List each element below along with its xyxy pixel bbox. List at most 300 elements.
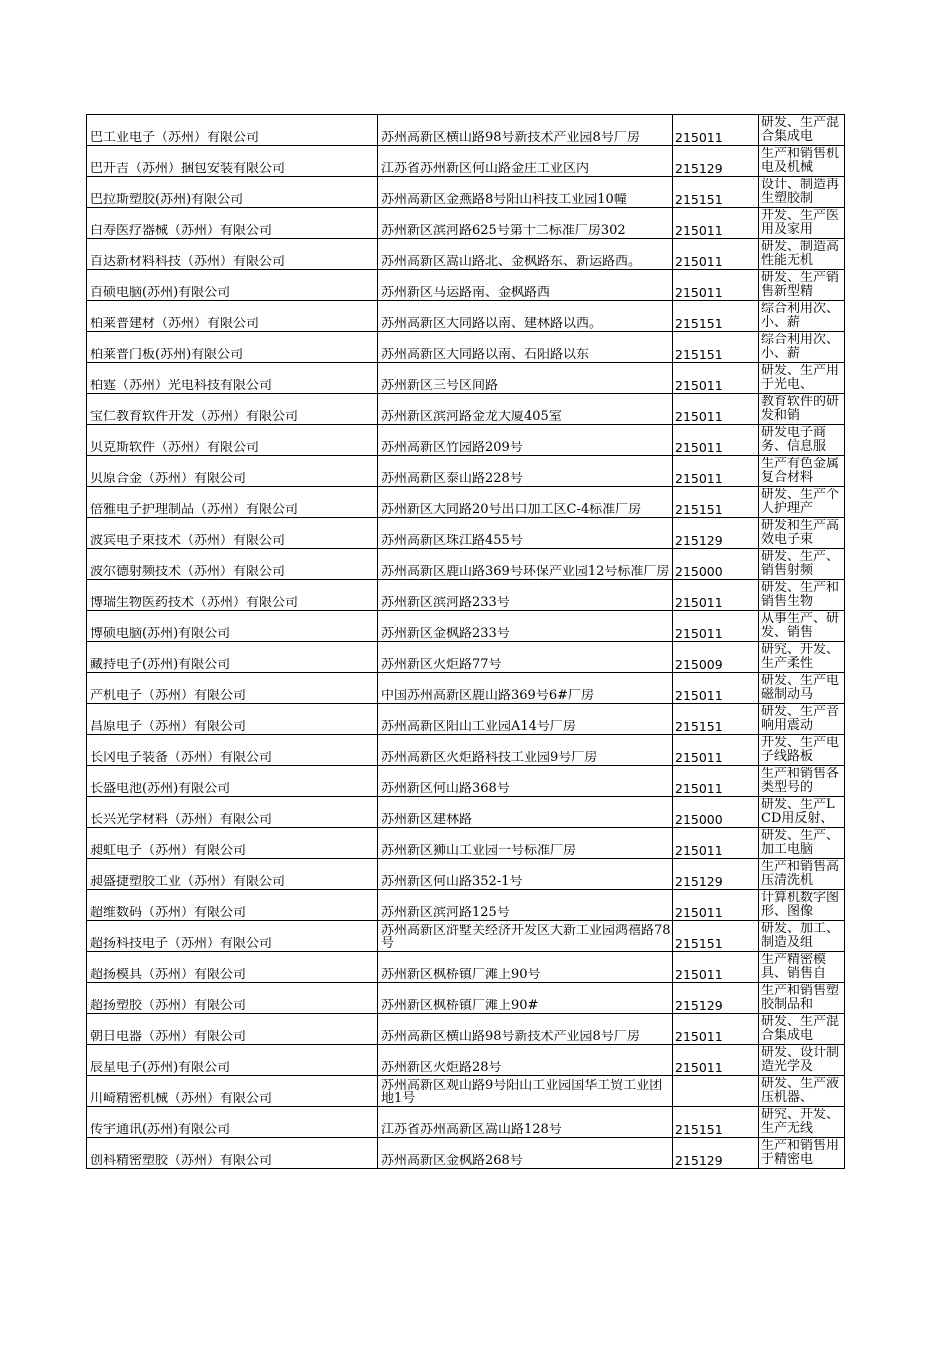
company-name-cell[interactable] xyxy=(87,797,378,828)
table-row xyxy=(87,673,845,704)
postal-code-text: 215009 xyxy=(675,658,723,672)
postal-code-text: 215151 xyxy=(675,937,723,951)
business-scope-cell[interactable] xyxy=(759,704,845,735)
postal-code-text: 215151 xyxy=(675,720,723,734)
postal-code-cell[interactable] xyxy=(673,890,759,921)
postal-code-text: 215151 xyxy=(675,348,723,362)
business-scope-text: 研发、加工、制造及组 xyxy=(761,922,840,950)
postal-code-text: 215011 xyxy=(675,410,723,424)
company-name-text: 倍雅电子护理制品（苏州）有限公司 xyxy=(90,503,299,517)
business-scope-cell[interactable] xyxy=(759,208,845,239)
company-name-cell[interactable] xyxy=(87,301,378,332)
address-text: 苏州高新区嵩山路北、金枫路东、新运路西。 xyxy=(381,255,642,269)
postal-code-text: 215011 xyxy=(675,782,723,796)
business-scope-cell[interactable] xyxy=(759,177,845,208)
postal-code-cell[interactable] xyxy=(673,394,759,425)
table-row xyxy=(87,859,845,890)
company-name-text: 博瑞生物医药技术（苏州）有限公司 xyxy=(90,596,299,610)
address-text: 苏州高新区横山路98号新技术产业园8号厂房 xyxy=(381,131,640,145)
table-row xyxy=(87,921,845,952)
company-name-text: 百达新材料科技（苏州）有限公司 xyxy=(90,255,286,269)
postal-code-text: 215129 xyxy=(675,534,723,548)
business-scope-text: 从事生产、研发、销售 xyxy=(761,612,840,640)
address-text: 苏州高新区鹿山路369号环保产业园12号标准厂房 xyxy=(381,565,670,579)
postal-code-cell[interactable] xyxy=(673,952,759,983)
table-row xyxy=(87,1076,845,1107)
postal-code-text: 215000 xyxy=(675,813,723,827)
company-name-cell[interactable] xyxy=(87,1076,378,1107)
company-name-cell[interactable] xyxy=(87,332,378,363)
company-name-text: 长盛电池(苏州)有限公司 xyxy=(90,782,231,796)
table-row xyxy=(87,332,845,363)
company-name-cell[interactable] xyxy=(87,115,378,146)
business-scope-cell[interactable] xyxy=(759,952,845,983)
postal-code-text: 215151 xyxy=(675,317,723,331)
company-name-cell[interactable] xyxy=(87,921,378,952)
company-name-text: 巴开吉（苏州）捆包安装有限公司 xyxy=(90,162,286,176)
address-cell[interactable] xyxy=(378,1107,673,1138)
address-text: 苏州高新区金燕路8号阳山科技工业园10幢 xyxy=(381,193,627,207)
company-name-cell[interactable] xyxy=(87,611,378,642)
business-scope-text: 教育软件的研发和销 xyxy=(761,395,840,423)
address-text: 苏州高新区火炬路科技工业园9号厂房 xyxy=(381,751,598,765)
business-scope-cell[interactable] xyxy=(759,1045,845,1076)
company-name-cell[interactable] xyxy=(87,1045,378,1076)
table-row xyxy=(87,115,845,146)
table-row xyxy=(87,766,845,797)
company-name-cell[interactable] xyxy=(87,177,378,208)
business-scope-cell[interactable] xyxy=(759,363,845,394)
address-cell[interactable] xyxy=(378,518,673,549)
postal-code-text: 215011 xyxy=(675,441,723,455)
address-cell[interactable] xyxy=(378,332,673,363)
business-scope-cell[interactable] xyxy=(759,456,845,487)
company-name-text: 昶盛捷塑胶工业（苏州）有限公司 xyxy=(90,875,286,889)
postal-code-cell[interactable] xyxy=(673,146,759,177)
business-scope-cell[interactable] xyxy=(759,549,845,580)
table-row xyxy=(87,177,845,208)
company-name-cell[interactable] xyxy=(87,425,378,456)
postal-code-cell[interactable] xyxy=(673,1107,759,1138)
table-row xyxy=(87,735,845,766)
address-cell[interactable] xyxy=(378,611,673,642)
table-row xyxy=(87,270,845,301)
company-name-cell[interactable] xyxy=(87,208,378,239)
table-row xyxy=(87,363,845,394)
address-cell[interactable] xyxy=(378,239,673,270)
company-name-text: 超扬模具（苏州）有限公司 xyxy=(90,968,247,982)
address-text: 苏州新区金枫路233号 xyxy=(381,627,510,641)
company-name-cell[interactable] xyxy=(87,270,378,301)
address-cell[interactable] xyxy=(378,425,673,456)
company-name-cell[interactable] xyxy=(87,1107,378,1138)
business-scope-cell[interactable] xyxy=(759,797,845,828)
company-name-text: 超维数码（苏州）有限公司 xyxy=(90,906,247,920)
address-cell[interactable] xyxy=(378,828,673,859)
postal-code-cell[interactable] xyxy=(673,766,759,797)
address-text: 苏州新区狮山工业园一号标准厂房 xyxy=(381,844,577,858)
table-row xyxy=(87,580,845,611)
address-text: 苏州新区大同路20号出口加工区C-4标准厂房 xyxy=(381,503,642,517)
business-scope-cell[interactable] xyxy=(759,301,845,332)
business-scope-text: 研究、开发、生产无线 xyxy=(761,1108,840,1136)
business-scope-cell[interactable] xyxy=(759,270,845,301)
business-scope-cell[interactable] xyxy=(759,425,845,456)
business-scope-cell[interactable] xyxy=(759,332,845,363)
business-scope-cell[interactable] xyxy=(759,859,845,890)
address-cell[interactable] xyxy=(378,363,673,394)
company-name-cell[interactable] xyxy=(87,239,378,270)
address-cell[interactable] xyxy=(378,549,673,580)
table-row xyxy=(87,239,845,270)
address-cell[interactable] xyxy=(378,580,673,611)
postal-code-cell[interactable] xyxy=(673,1138,759,1169)
company-name-text: 柏霆（苏州）光电科技有限公司 xyxy=(90,379,273,393)
company-name-text: 博硕电脑(苏州)有限公司 xyxy=(90,627,231,641)
company-name-cell[interactable] xyxy=(87,580,378,611)
address-text: 苏州新区火炬路77号 xyxy=(381,658,502,672)
table-row xyxy=(87,642,845,673)
table-row xyxy=(87,301,845,332)
postal-code-cell[interactable] xyxy=(673,642,759,673)
postal-code-cell[interactable] xyxy=(673,859,759,890)
postal-code-text: 215129 xyxy=(675,999,723,1013)
address-cell[interactable] xyxy=(378,1076,673,1107)
table-row xyxy=(87,1045,845,1076)
address-cell[interactable] xyxy=(378,983,673,1014)
company-name-cell[interactable] xyxy=(87,890,378,921)
address-text: 苏州高新区阳山工业园A14号厂房 xyxy=(381,720,576,734)
address-cell[interactable] xyxy=(378,921,673,952)
address-text: 苏州新区建林路 xyxy=(381,813,473,827)
business-scope-text: 研发、生产用于光电、 xyxy=(761,364,840,392)
address-cell[interactable] xyxy=(378,952,673,983)
business-scope-text: 研发、生产电磁制动马 xyxy=(761,674,840,702)
postal-code-cell[interactable] xyxy=(673,301,759,332)
company-name-cell[interactable] xyxy=(87,735,378,766)
business-scope-cell[interactable] xyxy=(759,518,845,549)
business-scope-cell[interactable] xyxy=(759,983,845,1014)
postal-code-text: 215011 xyxy=(675,224,723,238)
postal-code-cell[interactable] xyxy=(673,1076,759,1107)
business-scope-cell[interactable] xyxy=(759,1107,845,1138)
company-name-text: 产机电子（苏州）有限公司 xyxy=(90,689,247,703)
company-name-text: 昶虹电子（苏州）有限公司 xyxy=(90,844,247,858)
company-name-text: 辰星电子(苏州)有限公司 xyxy=(90,1061,231,1075)
postal-code-cell[interactable] xyxy=(673,456,759,487)
business-scope-text: 开发、生产电子线路板 xyxy=(761,736,840,764)
table-row xyxy=(87,828,845,859)
postal-code-text: 215011 xyxy=(675,1061,723,1075)
business-scope-text: 综合利用次、小、薪 xyxy=(761,302,840,330)
business-scope-cell[interactable] xyxy=(759,673,845,704)
postal-code-cell[interactable] xyxy=(673,208,759,239)
company-name-cell[interactable] xyxy=(87,704,378,735)
business-scope-text: 研发、生产液压机器、 xyxy=(761,1077,840,1105)
postal-code-text: 215011 xyxy=(675,255,723,269)
company-name-cell[interactable] xyxy=(87,859,378,890)
address-text: 苏州高新区横山路98号新技术产业园8号厂房 xyxy=(381,1030,640,1044)
business-scope-text: 研发、生产混合集成电 xyxy=(761,116,840,144)
company-name-cell[interactable] xyxy=(87,363,378,394)
business-scope-text: 研究、开发、生产柔性 xyxy=(761,643,840,671)
postal-code-cell[interactable] xyxy=(673,828,759,859)
table-row xyxy=(87,983,845,1014)
company-name-cell[interactable] xyxy=(87,1014,378,1045)
address-cell[interactable] xyxy=(378,146,673,177)
table-row xyxy=(87,611,845,642)
postal-code-text: 215011 xyxy=(675,1030,723,1044)
business-scope-text: 研发、设计制造光学及 xyxy=(761,1046,840,1074)
business-scope-cell[interactable] xyxy=(759,735,845,766)
company-name-text: 贝原合金（苏州）有限公司 xyxy=(90,472,247,486)
table-row xyxy=(87,797,845,828)
address-text: 苏州高新区珠江路455号 xyxy=(381,534,523,548)
postal-code-text: 215011 xyxy=(675,751,723,765)
postal-code-cell[interactable] xyxy=(673,425,759,456)
company-name-cell[interactable] xyxy=(87,673,378,704)
address-cell[interactable] xyxy=(378,1138,673,1169)
postal-code-cell[interactable] xyxy=(673,363,759,394)
company-name-cell[interactable] xyxy=(87,487,378,518)
postal-code-cell[interactable] xyxy=(673,704,759,735)
table-row xyxy=(87,394,845,425)
table-row xyxy=(87,1107,845,1138)
business-scope-text: 研发、生产和销售生物 xyxy=(761,581,840,609)
business-scope-text: 研发、生产LCD用反射、 xyxy=(761,798,835,826)
business-scope-text: 生产和销售塑胶制品和 xyxy=(761,984,840,1012)
address-cell[interactable] xyxy=(378,1045,673,1076)
business-scope-text: 研发、生产音响用震动 xyxy=(761,705,840,733)
postal-code-text: 215129 xyxy=(675,1154,723,1168)
table-row xyxy=(87,208,845,239)
postal-code-cell[interactable] xyxy=(673,487,759,518)
postal-code-text: 215011 xyxy=(675,596,723,610)
postal-code-text: 215011 xyxy=(675,379,723,393)
address-text: 苏州新区何山路352-1号 xyxy=(381,875,523,889)
company-name-cell[interactable] xyxy=(87,766,378,797)
address-cell[interactable] xyxy=(378,177,673,208)
business-scope-text: 研发、制造高性能无机 xyxy=(761,240,840,268)
postal-code-cell[interactable] xyxy=(673,1014,759,1045)
address-cell[interactable] xyxy=(378,456,673,487)
table-row xyxy=(87,704,845,735)
postal-code-cell[interactable] xyxy=(673,549,759,580)
company-name-text: 超扬塑胶（苏州）有限公司 xyxy=(90,999,247,1013)
table-body xyxy=(87,115,845,1169)
company-name-text: 柏莱普门板(苏州)有限公司 xyxy=(90,348,244,362)
business-scope-text: 设计、制造再生塑胶制 xyxy=(761,178,840,206)
postal-code-cell[interactable] xyxy=(673,983,759,1014)
postal-code-cell[interactable] xyxy=(673,673,759,704)
address-text: 苏州新区马运路南、金枫路西 xyxy=(381,286,551,300)
address-text: 苏州高新区金枫路268号 xyxy=(381,1154,523,1168)
address-cell[interactable] xyxy=(378,487,673,518)
postal-code-cell[interactable] xyxy=(673,735,759,766)
company-name-text: 创科精密塑胶（苏州）有限公司 xyxy=(90,1154,273,1168)
business-scope-cell[interactable] xyxy=(759,828,845,859)
postal-code-cell[interactable] xyxy=(673,270,759,301)
address-cell[interactable] xyxy=(378,797,673,828)
business-scope-cell[interactable] xyxy=(759,580,845,611)
business-scope-cell[interactable] xyxy=(759,890,845,921)
company-name-cell[interactable] xyxy=(87,518,378,549)
postal-code-text: 215151 xyxy=(675,193,723,207)
table-row xyxy=(87,549,845,580)
address-cell[interactable] xyxy=(378,735,673,766)
postal-code-text: 215011 xyxy=(675,627,723,641)
business-scope-text: 生产和销售机电及机械 xyxy=(761,147,840,175)
postal-code-text: 215000 xyxy=(675,565,723,579)
address-cell[interactable] xyxy=(378,859,673,890)
address-cell[interactable] xyxy=(378,270,673,301)
company-name-text: 昌原电子（苏州）有限公司 xyxy=(90,720,247,734)
postal-code-cell[interactable] xyxy=(673,332,759,363)
business-scope-cell[interactable] xyxy=(759,146,845,177)
business-scope-text: 研发、生产、加工电脑 xyxy=(761,829,840,857)
company-name-cell[interactable] xyxy=(87,983,378,1014)
table-row xyxy=(87,146,845,177)
business-scope-text: 研发、生产混合集成电 xyxy=(761,1015,840,1043)
business-scope-text: 生产和销售高压清洗机 xyxy=(761,860,840,888)
company-name-text: 白寿医疗器械（苏州）有限公司 xyxy=(90,224,273,238)
table-row xyxy=(87,1138,845,1169)
address-text: 中国苏州高新区鹿山路369号6#厂房 xyxy=(381,689,594,703)
postal-code-cell[interactable] xyxy=(673,611,759,642)
address-text: 苏州新区何山路368号 xyxy=(381,782,510,796)
business-scope-cell[interactable] xyxy=(759,611,845,642)
business-scope-cell[interactable] xyxy=(759,1076,845,1107)
address-cell[interactable] xyxy=(378,673,673,704)
business-scope-text: 研发电子商务、信息服 xyxy=(761,426,827,454)
company-name-cell[interactable] xyxy=(87,549,378,580)
business-scope-cell[interactable] xyxy=(759,239,845,270)
address-text: 江苏省苏州高新区嵩山路128号 xyxy=(381,1123,562,1137)
address-text: 苏州高新区泰山路228号 xyxy=(381,472,523,486)
business-scope-text: 开发、生产医用及家用 xyxy=(761,209,840,237)
company-name-text: 传宇通讯(苏州)有限公司 xyxy=(90,1123,231,1137)
company-name-text: 巴工业电子（苏州）有限公司 xyxy=(90,131,260,145)
address-cell[interactable] xyxy=(378,704,673,735)
address-text: 苏州新区枫桥镇厂滩上90号 xyxy=(381,968,541,982)
company-name-cell[interactable] xyxy=(87,828,378,859)
business-scope-text: 综合利用次、小、薪 xyxy=(761,333,840,361)
address-cell[interactable] xyxy=(378,301,673,332)
business-scope-text: 生产和销售各类型号的 xyxy=(761,767,840,795)
company-name-text: 巴拉斯塑胶(苏州)有限公司 xyxy=(90,193,244,207)
postal-code-text: 215011 xyxy=(675,472,723,486)
postal-code-text: 215151 xyxy=(675,503,723,517)
company-table xyxy=(86,114,845,1169)
business-scope-text: 生产精密模具、销售自 xyxy=(761,953,827,981)
postal-code-cell[interactable] xyxy=(673,921,759,952)
table-row xyxy=(87,487,845,518)
business-scope-cell[interactable] xyxy=(759,1014,845,1045)
postal-code-text: 215129 xyxy=(675,162,723,176)
business-scope-cell[interactable] xyxy=(759,115,845,146)
company-name-text: 超扬科技电子（苏州）有限公司 xyxy=(90,937,273,951)
address-text: 苏州新区滨河路金龙大厦405室 xyxy=(381,410,562,424)
address-cell[interactable] xyxy=(378,642,673,673)
table-row xyxy=(87,952,845,983)
business-scope-text: 计算机数字图形、图像 xyxy=(761,891,840,919)
company-name-text: 贝克斯软件（苏州）有限公司 xyxy=(90,441,260,455)
business-scope-cell[interactable] xyxy=(759,1138,845,1169)
address-cell[interactable] xyxy=(378,1014,673,1045)
company-name-cell[interactable] xyxy=(87,952,378,983)
postal-code-text: 215011 xyxy=(675,131,723,145)
company-name-text: 长冈电子装备（苏州）有限公司 xyxy=(90,751,273,765)
postal-code-cell[interactable] xyxy=(673,177,759,208)
postal-code-cell[interactable] xyxy=(673,115,759,146)
company-name-text: 波尔德射频技术（苏州）有限公司 xyxy=(90,565,286,579)
business-scope-cell[interactable] xyxy=(759,642,845,673)
address-cell[interactable] xyxy=(378,394,673,425)
table-row xyxy=(87,518,845,549)
address-text: 江苏省苏州新区何山路金庄工业区内 xyxy=(381,162,590,176)
address-text: 苏州高新区观山路9号阳山工业园国华工贸工业团地1号 xyxy=(381,1079,663,1106)
business-scope-text: 研发、生产、销售射频 xyxy=(761,550,840,578)
company-name-text: 朝日电器（苏州）有限公司 xyxy=(90,1030,247,1044)
address-text: 苏州新区三号区间路 xyxy=(381,379,499,393)
business-scope-cell[interactable] xyxy=(759,487,845,518)
postal-code-text: 215151 xyxy=(675,1123,723,1137)
business-scope-text: 生产有色金属复合材料 xyxy=(761,457,840,485)
business-scope-cell[interactable] xyxy=(759,766,845,797)
business-scope-text: 研发和生产高效电子束 xyxy=(761,519,840,547)
address-cell[interactable] xyxy=(378,890,673,921)
postal-code-text: 215011 xyxy=(675,906,723,920)
company-name-cell[interactable] xyxy=(87,146,378,177)
postal-code-cell[interactable] xyxy=(673,239,759,270)
business-scope-cell[interactable] xyxy=(759,394,845,425)
table-row xyxy=(87,456,845,487)
company-name-text: 藏持电子(苏州)有限公司 xyxy=(90,658,231,672)
company-name-text: 柏莱普建材（苏州）有限公司 xyxy=(90,317,260,331)
postal-code-cell[interactable] xyxy=(673,580,759,611)
company-name-text: 宝仁教育软件开发（苏州）有限公司 xyxy=(90,410,299,424)
address-cell[interactable] xyxy=(378,115,673,146)
company-name-cell[interactable] xyxy=(87,394,378,425)
address-text: 苏州高新区竹园路209号 xyxy=(381,441,523,455)
postal-code-cell[interactable] xyxy=(673,518,759,549)
postal-code-text: 215011 xyxy=(675,286,723,300)
business-scope-cell[interactable] xyxy=(759,921,845,952)
business-scope-text: 生产和销售用于精密电 xyxy=(761,1139,840,1167)
company-name-cell[interactable] xyxy=(87,1138,378,1169)
company-name-text: 川崎精密机械（苏州）有限公司 xyxy=(90,1092,273,1106)
postal-code-text: 215011 xyxy=(675,689,723,703)
address-text: 苏州高新区大同路以南、建林路以西。 xyxy=(381,317,603,331)
address-cell[interactable] xyxy=(378,766,673,797)
table-row xyxy=(87,1014,845,1045)
postal-code-text: 215129 xyxy=(675,875,723,889)
postal-code-cell[interactable] xyxy=(673,1045,759,1076)
company-name-text: 长兴光学材料（苏州）有限公司 xyxy=(90,813,273,827)
postal-code-text: 215011 xyxy=(675,968,723,982)
business-scope-text: 研发、生产个人护理产 xyxy=(761,488,840,516)
address-text: 苏州新区滨河路125号 xyxy=(381,906,510,920)
address-cell[interactable] xyxy=(378,208,673,239)
postal-code-text: 215011 xyxy=(675,844,723,858)
address-text: 苏州新区滨河路233号 xyxy=(381,596,510,610)
address-text: 苏州新区枫桥镇厂滩上90# xyxy=(381,999,539,1013)
table-row xyxy=(87,425,845,456)
address-text: 苏州新区滨河路625号第十二标准厂房302 xyxy=(381,224,626,238)
postal-code-cell[interactable] xyxy=(673,797,759,828)
company-name-cell[interactable] xyxy=(87,456,378,487)
company-name-cell[interactable] xyxy=(87,642,378,673)
